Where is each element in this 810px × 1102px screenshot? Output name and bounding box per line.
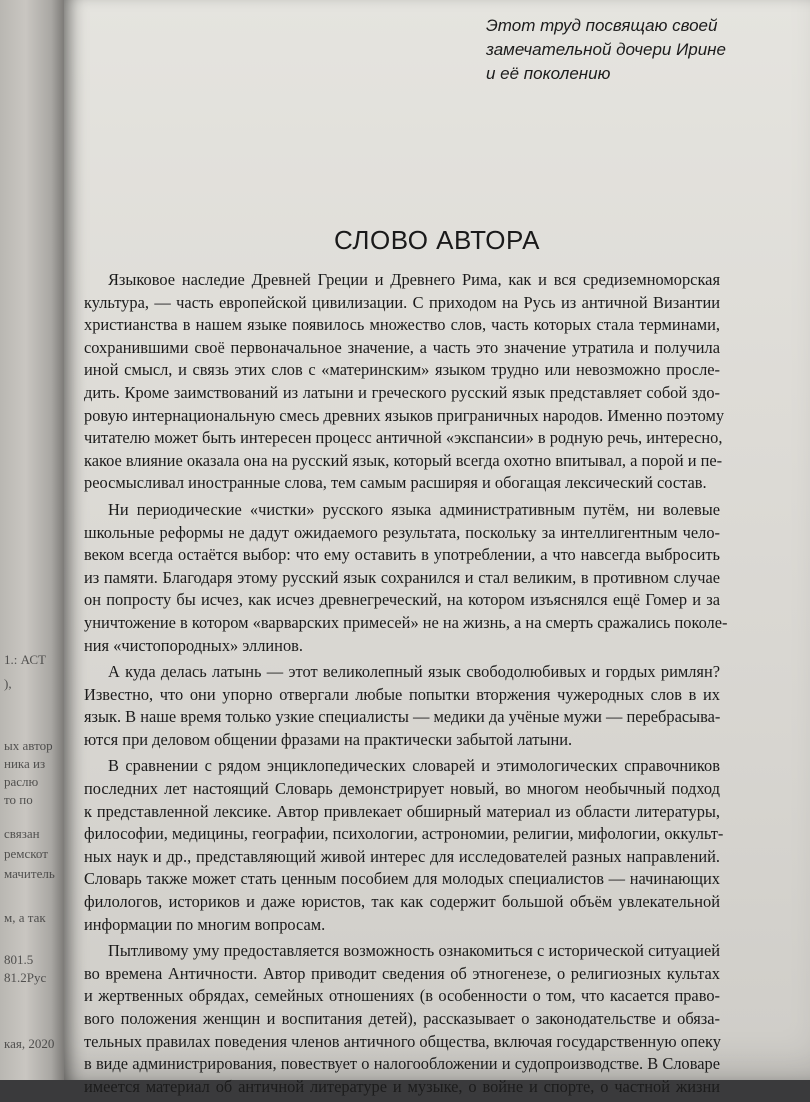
paragraph: [84, 499, 728, 657]
text-line: язык. В наше время только узкие специалисты — медики да учёные мужи — перебрасыва-: [84, 707, 721, 727]
text-line: тельных правилах поведения членов античного общества, включая государственную опеку: [84, 1031, 721, 1051]
text-line: дить. Кроме заимствований из латыни и греческого русский язык представляет собой здо-: [84, 382, 720, 402]
body-text: [84, 269, 728, 1102]
text-line: реосмысливал иностранные слова, тем самым расширяя и обогащая лексический состав.: [84, 473, 707, 493]
text-line: и жертвенных обрядах, семейных отношениях (в особенности о том, что касается право-: [84, 986, 720, 1006]
text-line: культура, — часть европейской цивилизации. С приходом на Русь из античной Византии: [84, 292, 720, 312]
text-line: В сравнении с рядом энциклопедических словарей и этимологических справочников: [108, 756, 720, 776]
text-line: школьные реформы не дадут ожидаемого результата, поскольку за интеллигентным чело-: [84, 522, 720, 542]
left-fragment: 1.: АСТ: [4, 652, 46, 667]
text-line: последних лет настоящий Словарь демонстрирует новый, во многом необычный подход: [84, 779, 720, 799]
text-line: в виде администрирования, повествует о налогообложении и судопроизводстве. В Словаре: [84, 1054, 720, 1074]
text-line: А куда делась латынь — этот великолепный язык свободолюбивых и гордых римлян?: [108, 662, 720, 682]
text-line: из памяти. Благодаря этому русский язык сохранился и стал великим, в противном случае: [84, 567, 720, 587]
text-line: он попросту бы исчез, как исчез древнегреческий, на котором изъяснялся ещё Гомер и за: [84, 590, 720, 610]
text-line: вого положения женщин и воспитания детей), рассказывает о законодательстве и обяза-: [84, 1009, 720, 1028]
text-line: информации по многим вопросам.: [84, 914, 326, 934]
text-line: к представленной лексике. Автор привлекает обширный материал из области литературы,: [84, 801, 720, 821]
left-fragment: раслю: [4, 774, 39, 789]
dedication-line: замечательной дочери Ирине: [486, 40, 726, 59]
text-line: имеется материал об античной литературе и музыке, о войне и спорте, о частной жизни: [84, 1076, 720, 1096]
book-page: [64, 0, 810, 1096]
left-fragment: ремскот: [4, 846, 48, 861]
text-line: уничтожение в котором «варварских примесей» не на жизнь, а на смерть сражались поколе-: [84, 612, 728, 632]
text-line: сохранившими своё первоначальное значение, а часть это значение утратила и получила: [84, 337, 720, 357]
paragraph: [84, 755, 724, 936]
text-line: веком всегда остаётся выбор: что ему оставить в употреблении, а что навсегда выбросить: [84, 545, 720, 565]
paragraph: [84, 940, 720, 1098]
text-line: христианства в нашем языке появилось множество слов, часть которых стала терминами,: [84, 315, 720, 335]
text-line: Известно, что они упорно отвергали любые попытки вторжения чужеродных слов в их: [84, 684, 720, 704]
page-title: СЛОВО АВТОРА: [334, 225, 540, 255]
text-line: ровую интернациональную смесь древних языков приграничных народов. Именно поэтому: [84, 405, 725, 425]
left-fragment: связан: [4, 826, 40, 841]
text-line: филологов, историков и даже юристов, так как содержит большой объём увлекательной: [84, 892, 720, 912]
text-line: ются при деловом общении фразами на практически забытой латыни.: [84, 729, 573, 749]
adjacent-page-edge: [0, 0, 64, 1080]
text-line: ния «чистопородных» эллинов.: [84, 635, 303, 655]
left-fragment: м, а так: [4, 910, 46, 925]
dedication: [486, 14, 786, 86]
left-fragment: ника из: [4, 756, 46, 771]
text-line: ных наук и др., представляющий живой интерес для исследователей разных направлений.: [84, 846, 720, 866]
text-line: Словарь также может стать ценным пособием для молодых специалистов — начинающих: [84, 869, 720, 889]
left-fragment: кая, 2020: [4, 1036, 55, 1051]
left-fragment: ),: [4, 676, 12, 691]
text-line: Пытливому уму предоставляется возможность ознакомиться с исторической ситуацией: [108, 941, 720, 961]
text-line: Ни периодические «чистки» русского языка административным путём, ни волевые: [108, 499, 720, 519]
paragraph: [84, 661, 720, 751]
text-line: Языковое наследие Древней Греции и Древнего Рима, как и вся средиземноморская: [108, 270, 720, 289]
dedication-line: Этот труд посвящаю своей: [486, 16, 718, 35]
text-line: во времена Античности. Автор приводит сведения об этногенезе, о религиозных культах: [84, 963, 720, 983]
left-fragment: то по: [4, 792, 33, 807]
left-fragment: 801.5: [4, 952, 34, 967]
left-fragment: ых автор: [4, 738, 53, 753]
text-line: читателю может быть интересен процесс античной «экспансии» в родную речь, интересно,: [84, 428, 723, 448]
text-line: философии, медицины, географии, психологии, астрономии, религии, мифологии, оккульт-: [84, 824, 724, 844]
left-fragment: 81.2Рус: [4, 970, 47, 985]
text-line: иной смысл, и связь этих слов с «материнским» языком трудно или невозможно просле-: [84, 360, 720, 380]
left-fragment: мачитель: [4, 866, 55, 881]
text-line: какое влияние оказала она на русский язык, который всегда охотно впитывал, а порой и пе-: [84, 450, 723, 470]
dedication-line: и её поколению: [486, 64, 611, 83]
paragraph: [84, 269, 725, 495]
